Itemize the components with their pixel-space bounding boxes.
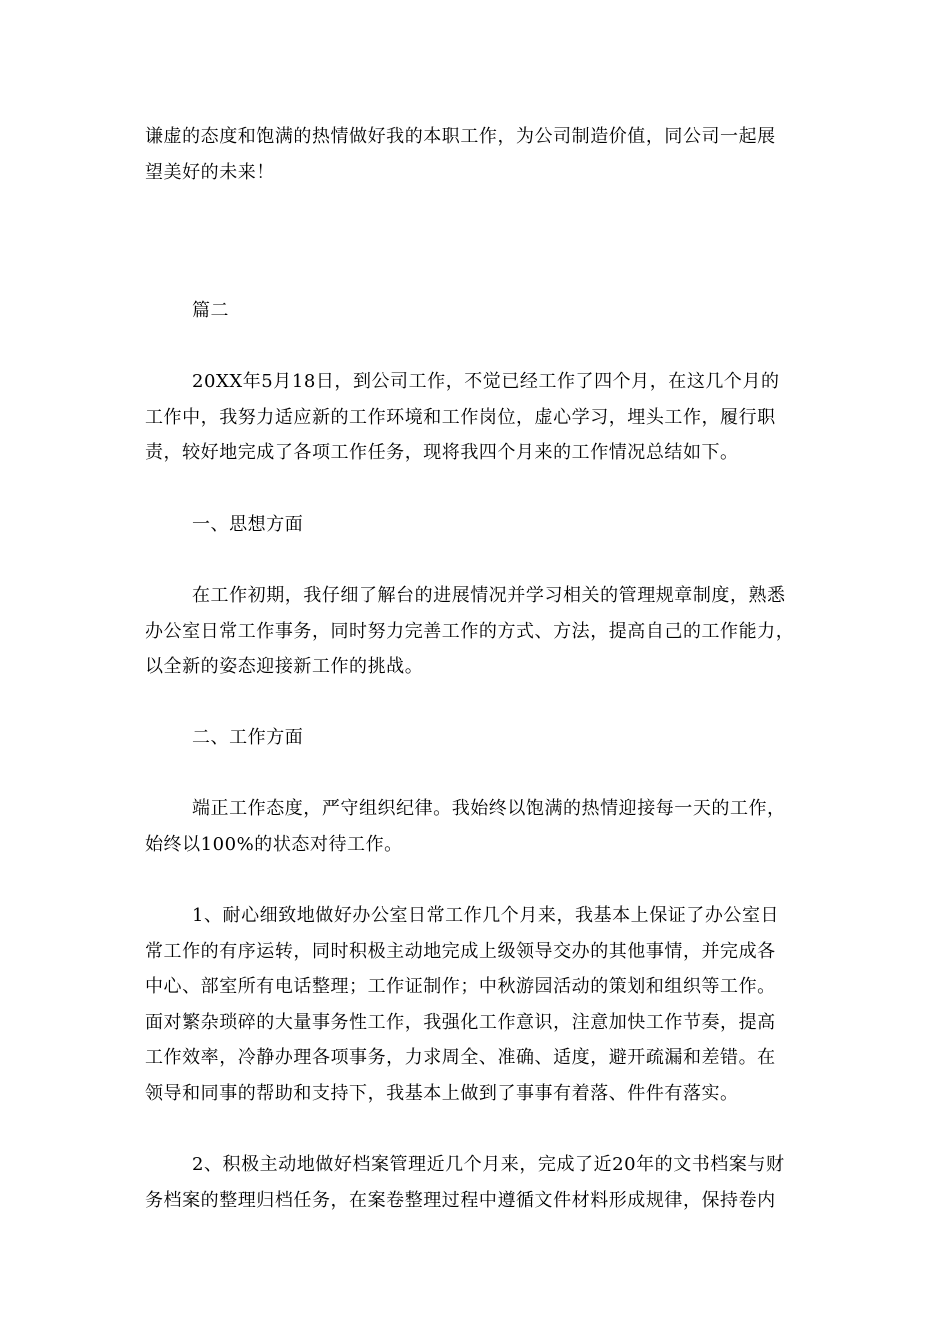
text-line: 工作效率，冷静办理各项事务，力求周全、准确、适度，避开疏漏和差错。在 <box>145 1047 776 1069</box>
text-line: 领导和同事的帮助和支持下，我基本上做到了事事有着落、件件有落实。 <box>145 1082 739 1104</box>
section-title <box>145 293 805 329</box>
section-title-text: 篇二 <box>192 300 230 321</box>
paragraph-5 <box>145 1147 805 1218</box>
text-line: 20XX年5月18日，到公司工作，不觉已经工作了四个月，在这几个月的 <box>192 371 780 392</box>
text-line: 面对繁杂琐碎的大量事务性工作，我强化工作意识，注意加快工作节奏，提高 <box>145 1011 776 1033</box>
intro-paragraph <box>145 119 805 190</box>
text-line: 常工作的有序运转，同时积极主动地完成上级领导交办的其他事情，并完成各 <box>145 940 776 962</box>
heading-text: 一、思想方面 <box>192 514 304 535</box>
text-line: 谦虚的态度和饱满的热情做好我的本职工作，为公司制造价值，同公司一起展 <box>145 126 776 147</box>
text-line: 以全新的姿态迎接新工作的挑战。 <box>145 656 424 678</box>
text-line: 在工作初期，我仔细了解台的进展情况并学习相关的管理规章制度，熟悉 <box>192 585 786 606</box>
text-line: 始终以100%的状态对待工作。 <box>145 833 403 855</box>
text-line: 办公室日常工作事务，同时努力完善工作的方式、方法，提高自己的工作能力， <box>145 620 795 642</box>
heading-ideology <box>145 507 805 543</box>
text-line: 望美好的未来！ <box>145 161 275 183</box>
heading-work <box>145 720 805 756</box>
text-line: 端正工作态度，严守组织纪律。我始终以饱满的热情迎接每一天的工作， <box>192 798 786 819</box>
text-line: 1、耐心细致地做好办公室日常工作几个月来，我基本上保证了办公室日 <box>192 905 780 926</box>
text-line: 中心、部室所有电话整理；工作证制作；中秋游园活动的策划和组织等工作。 <box>145 976 776 998</box>
text-line: 2、积极主动地做好档案管理近几个月来，完成了近20年的文书档案与财 <box>192 1154 785 1175</box>
paragraph-3 <box>145 791 805 862</box>
text-line: 务档案的整理归档任务，在案卷整理过程中遵循文件材料形成规律，保持卷内 <box>145 1189 776 1211</box>
text-line: 工作中，我努力适应新的工作环境和工作岗位，虚心学习，埋头工作，履行职 <box>145 406 776 428</box>
paragraph-2 <box>145 578 805 685</box>
paragraph-1 <box>145 364 805 471</box>
heading-text: 二、工作方面 <box>192 727 304 748</box>
paragraph-4 <box>145 898 805 1112</box>
text-line: 责，较好地完成了各项工作任务，现将我四个月来的工作情况总结如下。 <box>145 442 739 464</box>
